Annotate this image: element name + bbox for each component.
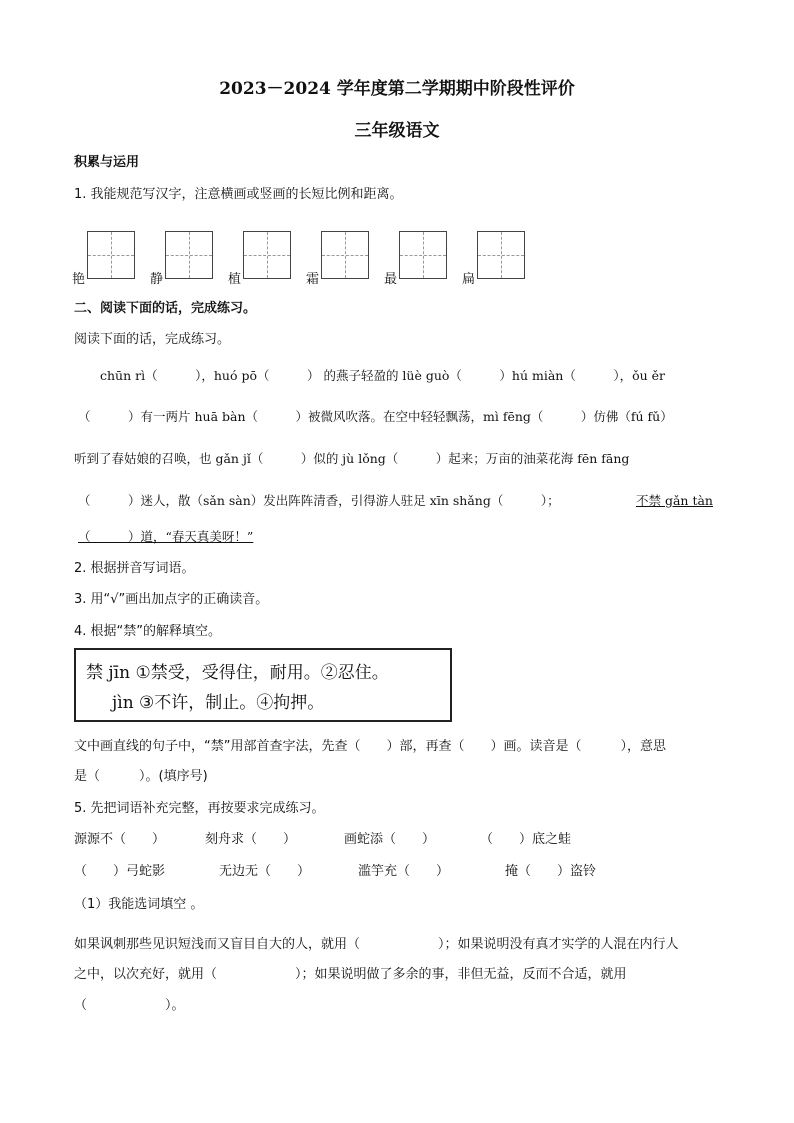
dictionary-entry-box bbox=[74, 648, 452, 722]
char-label: 霜 bbox=[306, 272, 320, 287]
passage-line: （ ）迷人，散（sǎn sàn）发出阵阵清香，引得游人驻足 xīn shǎng（ ）； bbox=[78, 493, 560, 508]
writing-box[interactable] bbox=[399, 231, 447, 279]
passage-line: （ ）有一两片 huā bàn（ ）被微风吹落。在空中轻轻飘荡，mì fēng（ ）仿佛（fú fǔ） bbox=[78, 409, 673, 424]
question-3: 3. 用“√”画出加点字的正确读音。 bbox=[74, 592, 269, 607]
idiom-item: 源源不（ ） bbox=[74, 832, 166, 847]
passage-line: chūn rì（ ），huó pō（ ） 的燕子轻盈的 lüè guò（ ）hú miàn（ ），ǒu ěr bbox=[100, 368, 666, 383]
question-2: 2. 根据拼音写词语。 bbox=[74, 561, 195, 576]
underlined-sentence: （ ）道，“春天真美呀！” bbox=[78, 529, 254, 544]
idiom-item: 无边无（ ） bbox=[219, 864, 311, 879]
char-label: 艳 bbox=[72, 272, 86, 287]
section2-heading: 二、阅读下面的话，完成练习。 bbox=[74, 301, 257, 316]
passage-line: 听到了春姑娘的召唤，也 gǎn jǐ（ ）似的 jù lǒng（ ）起来；万亩的油菜花海 fēn fāng bbox=[74, 451, 630, 466]
idiom-item: （ ）弓蛇影 bbox=[74, 864, 166, 879]
question-4-fill: 是（ ）。(填序号) bbox=[74, 769, 208, 784]
section1-heading: 积累与运用 bbox=[74, 155, 140, 170]
question-5: 5. 先把词语补充完整，再按要求完成练习。 bbox=[74, 801, 325, 816]
fill-sentence: 之中，以次充好，就用（ ）；如果说明做了多余的事，非但无益，反而不合适，就用 bbox=[74, 967, 627, 982]
char-label: 植 bbox=[228, 272, 242, 287]
question-1: 1. 我能规范写汉字，注意横画或竖画的长短比例和距离。 bbox=[74, 187, 403, 202]
idiom-item: （ ）底之蛙 bbox=[480, 832, 572, 847]
page-title: 2023－2024 学年度第二学期期中阶段性评价 bbox=[219, 79, 575, 99]
writing-box[interactable] bbox=[477, 231, 525, 279]
dict-line: 禁 jīn ①禁受，受得住，耐用。②忍住。 bbox=[86, 663, 389, 683]
idiom-item: 刻舟求（ ） bbox=[205, 832, 297, 847]
question-4-fill: 文中画直线的句子中，“禁”用部首查字法，先查（ ）部，再查（ ）画。读音是（ ），意思 bbox=[74, 739, 666, 754]
fill-sentence: 如果讽刺那些见识短浅而又盲目自大的人，就用（ ）；如果说明没有真才实学的人混在内行人 bbox=[74, 937, 679, 952]
writing-box[interactable] bbox=[87, 231, 135, 279]
page-subtitle: 三年级语文 bbox=[354, 121, 440, 141]
writing-box[interactable] bbox=[165, 231, 213, 279]
char-label: 最 bbox=[384, 272, 398, 287]
idiom-item: 画蛇添（ ） bbox=[344, 832, 436, 847]
question-4: 4. 根据“禁”的解释填空。 bbox=[74, 624, 222, 639]
fill-sentence: （ ）。 bbox=[74, 998, 185, 1013]
section2-intro: 阅读下面的话，完成练习。 bbox=[74, 332, 231, 347]
writing-box[interactable] bbox=[321, 231, 369, 279]
char-label: 扁 bbox=[462, 272, 476, 287]
writing-box[interactable] bbox=[243, 231, 291, 279]
char-label: 静 bbox=[150, 272, 164, 287]
underlined-sentence: 不禁 gǎn tàn bbox=[636, 493, 713, 508]
sub-question-1: （1）我能选词填空 。 bbox=[74, 897, 204, 912]
idiom-item: 掩（ ）盗铃 bbox=[505, 864, 597, 879]
dict-line: jìn ③不许，制止。④拘押。 bbox=[112, 693, 325, 713]
idiom-item: 滥竽充（ ） bbox=[358, 864, 450, 879]
